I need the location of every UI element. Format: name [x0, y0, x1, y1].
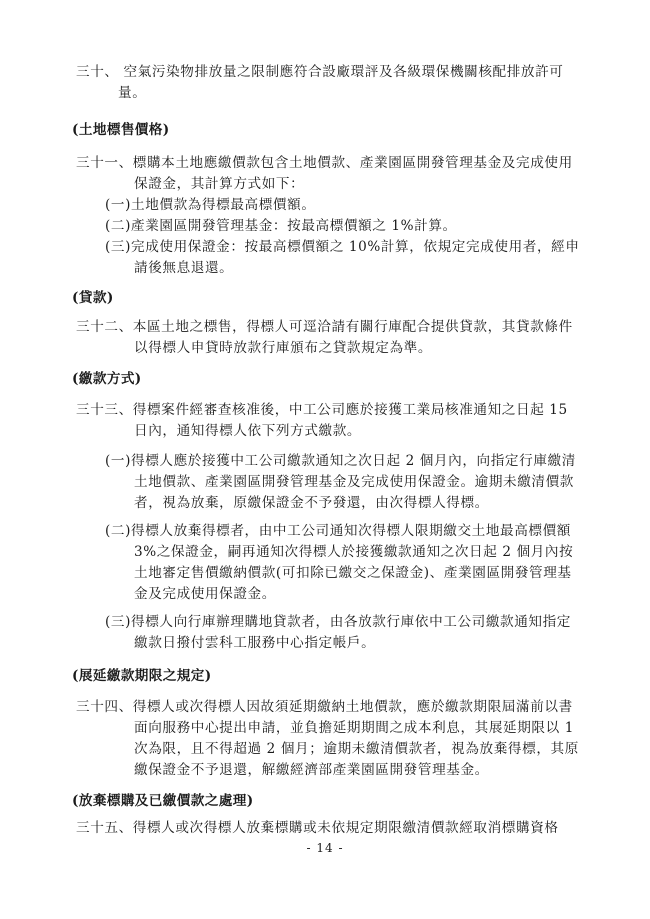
section-heading-land-price: (土地標售價格)	[72, 122, 170, 138]
clause-31-item-2: (二)產業園區開發管理基金：按最高標價額之 1%計算。	[105, 218, 457, 234]
page-number: - 14 -	[306, 841, 344, 855]
clause-34-line-3: 次為限，且不得超過 2 個月；逾期未繳清價款者，視為放棄得標，其原	[134, 741, 579, 757]
clause-33-line-2: 日內，通知得標人依下列方式繳款。	[134, 423, 362, 439]
clause-33-item-1-line-3: 者，視為放棄，原繳保證金不予發還，由次得標人得標。	[134, 495, 489, 511]
section-heading-loan: (貸款)	[72, 290, 114, 306]
clause-33-item-2-line-4: 金及完成使用保證金。	[134, 586, 276, 602]
section-heading-payment-method: (繳款方式)	[72, 371, 142, 387]
clause-33-item-3-line-1: (三)得標人向行庫辦理購地貸款者，由各放款行庫依中工公司繳款通知指定	[105, 614, 572, 630]
clause-33-item-2-line-1: (二)得標人放棄得標者，由中工公司通知次得標人限期繳交土地最高標價額	[105, 523, 572, 539]
clause-31-item-3-line-2: 請後無息退還。	[134, 260, 234, 276]
clause-35-line-1: 三十五、得標人或次得標人放棄標購或未依規定期限繳清價款經取消標購資格	[76, 820, 559, 836]
clause-33-item-1-line-1: (一)得標人應於接獲中工公司繳款通知之次日起 2 個月內，向指定行庫繳清	[105, 453, 576, 469]
clause-33-item-3-line-2: 繳款日撥付雲科工服務中心指定帳戶。	[134, 635, 376, 651]
section-heading-abandonment: (放棄標購及已繳價款之處理)	[72, 793, 254, 809]
clause-31-line-2: 保證金，其計算方式如下：	[134, 176, 305, 192]
clause-34-line-4: 繳保證金不予退還，解繳經濟部產業園區開發管理基金。	[134, 762, 489, 778]
clause-32-line-2: 以得標人申貸時放款行庫頒布之貸款規定為準。	[134, 340, 433, 356]
clause-33-item-2-line-2: 3%之保證金，嗣再通知次得標人於接獲繳款通知之次日起 2 個月內按	[134, 544, 574, 560]
clause-32-line-1: 三十二、本區土地之標售，得標人可逕洽請有關行庫配合提供貸款，其貸款條件	[76, 319, 573, 335]
section-heading-payment-extension: (展延繳款期限之規定)	[72, 668, 212, 684]
clause-33-item-2-line-3: 土地審定售價繳納價款(可扣除已繳交之保證金)、產業園區開發管理基	[134, 565, 572, 581]
clause-31-item-1: (一)土地價款為得標最高標價額。	[105, 197, 316, 213]
clause-31-line-1: 三十一、標購本土地應繳價款包含土地價款、產業園區開發管理基金及完成使用	[76, 155, 573, 171]
clause-31-item-3-line-1: (三)完成使用保證金：按最高標價額之 10%計算，依規定完成使用者，經申	[105, 239, 580, 255]
clause-33-item-1-line-2: 土地價款、產業園區開發管理基金及完成使用保證金。逾期未繳清價款	[134, 474, 575, 490]
clause-33-line-1: 三十三、得標案件經審查核准後，中工公司應於接獲工業局核准通知之日起 15	[76, 402, 568, 418]
clause-30-line-2: 量。	[118, 85, 147, 101]
clause-34-line-1: 三十四、得標人或次得標人因故須延期繳納土地價款，應於繳款期限屆滿前以書	[76, 699, 573, 715]
clause-34-line-2: 面向服務中心提出申請，並負擔延期期間之成本利息，其展延期限以 1	[134, 720, 574, 736]
clause-30-line-1: 三十、 空氣污染物排放量之限制應符合設廠環評及各級環保機關核配排放許可	[76, 64, 564, 80]
